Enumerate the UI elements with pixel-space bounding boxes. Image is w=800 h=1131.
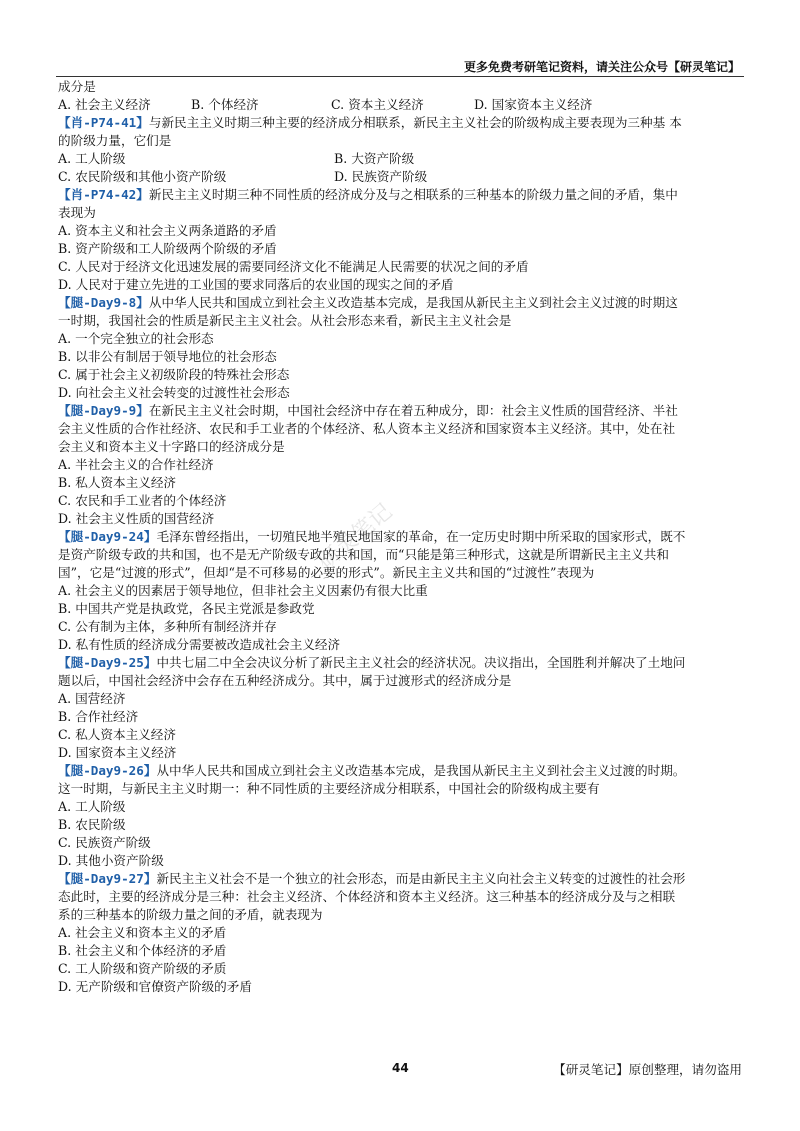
option-d: D. 人民对于建立先进的工业国的要求同落后的农业国的现实之间的矛盾 [58,277,454,292]
question-stem-cont: 态此时，主要的经济成分是三种：社会主义经济、个体经济和资本主义经济。这三种基本的经济成分及与之相联 [58,889,676,904]
question-tag: 【腿-Day9-27】 [58,871,157,886]
option-b: B. 资产阶级和工人阶级两个阶级的矛盾 [58,241,277,256]
option-b: B. 个体经济 [191,97,259,112]
question-stem: 【腿-Day9-26】从中华人民共和国成立到社会主义改造基本完成，是我国从新民主主义到社会主义过渡的时期。 [58,763,686,778]
question-stem: 【腿-Day9-27】新民主主义社会不是一个独立的社会形态，而是由新民主主义向社会主义转变的过渡性的社会形 [58,871,686,886]
question-stem: 【腿-Day9-8】从中华人民共和国成立到社会主义改造基本完成，是我国从新民主主义到社会主义过渡的时期这 [58,295,678,310]
option-c: C. 农民和手工业者的个体经济 [58,493,227,508]
question-stem-cont: 是资产阶级专政的共和国，也不是无产阶级专政的共和国，而“只能是第三种形式，这就是所谓新民主主义共和 [58,547,669,562]
question-stem-cont: 会主义性质的合作社经济、农民和手工业者的个体经济、私人资本主义经济和国家资本主义经济。其中，处在社 [58,421,676,436]
question-continuation: 成分是 [58,79,96,94]
question-stem: 【腿-Day9-9】在新民主主义社会时期，中国社会经济中存在着五种成分，即：社会主义性质的国营经济、半社 [58,403,678,418]
question-stem-cont: 的阶级力量，它们是 [58,133,172,148]
option-c: C. 农民阶级和其他小资产阶级 [58,169,227,184]
option-a: A. 工人阶级 [58,799,126,814]
option-d: D. 国家资本主义经济 [474,97,593,112]
question-tag: 【腿-Day9-9】 [58,403,149,418]
question-stem-cont: 国”，它是“过渡的形式”，但却“是不可移易的必要的形式”。新民主主义共和国的“过渡性”表现为 [58,565,595,580]
option-c: C. 工人阶级和资产阶级的矛质 [58,961,227,976]
option-d: D. 向社会主义社会转变的过渡性社会形态 [58,385,290,400]
option-d: D. 其他小资产阶级 [58,853,164,868]
question-stem: 【肖-P74-42】新民主主义时期三种不同性质的经济成分及与之相联系的三种基本的阶级力量之间的矛盾，集中 [58,187,678,202]
question-stem-cont: 题以后，中国社会经济中会存在五种经济成分。其中，属于过渡形式的经济成分是 [58,673,512,688]
question-tag: 【肖-P74-41】 [58,115,149,130]
watermark: 研灵笔记 [313,499,398,575]
question-stem: 【腿-Day9-25】中共七届二中全会决议分析了新民主主义社会的经济状况。决议指出，全国胜利并解决了土地问 [58,655,686,670]
question-stem-cont: 会主义和资本主义十字路口的经济成分是 [58,439,285,454]
option-d: D. 民族资产阶级 [334,169,428,184]
question-tag: 【腿-Day9-26】 [58,763,157,778]
page-content [58,78,748,996]
option-d: D. 私有性质的经济成分需要被改造成社会主义经济 [58,637,341,652]
question-stem-cont: 系的三种基本的阶级力量之间的矛盾，就表现为 [58,907,323,922]
option-a: A. 社会主义和资本主义的矛盾 [58,925,227,940]
question-stem: 【腿-Day9-24】毛泽东曾经指出，一切殖民地半殖民地国家的革命，在一定历史时期中所采取的国家形式，既不 [58,529,686,544]
option-b: B. 大资产阶级 [334,151,415,166]
option-a: A. 一个完全独立的社会形态 [58,331,214,346]
footer-notice: 【研灵笔记】原创整理，请勿盗用 [553,1062,742,1077]
option-c: C. 人民对于经济文化迅速发展的需要同经济文化不能满足人民需要的状况之间的矛盾 [58,259,529,274]
option-b: B. 合作社经济 [58,709,139,724]
option-a: A. 社会主义的因素居于领导地位，但非社会主义因素仍有很大比重 [58,583,428,598]
option-b: B. 农民阶级 [58,817,126,832]
option-a: A. 资本主义和社会主义两条道路的矛盾 [58,223,277,238]
question-tag: 【腿-Day9-25】 [58,655,157,670]
option-a: A. 半社会主义的合作社经济 [58,457,214,472]
option-c: C. 私人资本主义经济 [58,727,176,742]
option-c: C. 民族资产阶级 [58,835,151,850]
option-d: D. 国家资本主义经济 [58,745,177,760]
option-b: B. 以非公有制居于领导地位的社会形态 [58,349,277,364]
header-rule [56,76,744,77]
option-c: C. 公有制为主体，多种所有制经济并存 [58,619,277,634]
question-tag: 【腿-Day9-24】 [58,529,157,544]
option-d: D. 无产阶级和官僚资产阶级的矛盾 [58,979,252,994]
page-number: 44 [392,1061,409,1075]
option-a: A. 社会主义经济 [58,97,151,112]
option-b: B. 社会主义和个体经济的矛盾 [58,943,227,958]
option-c: C. 属于社会主义初级阶段的特殊社会形态 [58,367,290,382]
option-a: A. 工人阶级 [58,151,126,166]
question-tag: 【腿-Day9-8】 [58,295,149,310]
page-header: 更多免费考研笔记资料，请关注公众号【研灵笔记】 [463,60,740,74]
option-row [58,168,748,186]
option-c: C. 资本主义经济 [331,97,424,112]
question-stem-cont: 这一时期，与新民主主义时期一：种不同性质的主要经济成分相联系，中国社会的阶级构成主要有 [58,781,600,796]
option-row [58,96,748,114]
question-stem-cont: 表现为 [58,205,96,220]
option-b: B. 私人资本主义经济 [58,475,177,490]
option-a: A. 国营经济 [58,691,126,706]
option-row [58,150,748,168]
option-b: B. 中国共产党是执政党，各民主党派是参政党 [58,601,315,616]
option-d: D. 社会主义性质的国营经济 [58,511,215,526]
question-tag: 【肖-P74-42】 [58,187,149,202]
question-stem-cont: 一时期，我国社会的性质是新民主主义社会。从社会形态来看，新民主主义社会是 [58,313,512,328]
question-stem: 【肖-P74-41】与新民主主义时期三种主要的经济成分相联系，新民主主义社会的阶级构成主要表现为三种基 本 [58,115,682,130]
